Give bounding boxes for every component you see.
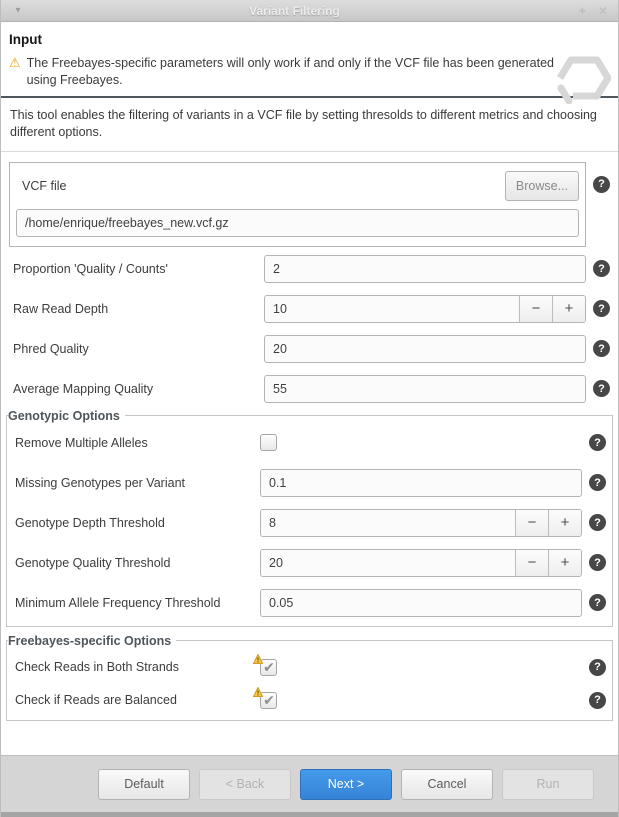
check-reads-balanced-checkbox[interactable]: [260, 692, 277, 709]
decrement-button[interactable]: −: [515, 550, 548, 576]
help-icon[interactable]: ?: [593, 260, 610, 277]
help-icon[interactable]: ?: [593, 380, 610, 397]
title-bar: [1, 0, 618, 22]
form-row-check-both-strands: [7, 651, 612, 684]
field-label: Check if Reads are Balanced: [15, 693, 177, 708]
proportion-input[interactable]: [264, 255, 586, 283]
help-icon[interactable]: ?: [589, 554, 606, 571]
field-label: Check Reads in Both Strands: [15, 660, 179, 675]
help-icon[interactable]: ?: [593, 176, 610, 193]
field-label: Missing Genotypes per Variant: [15, 475, 185, 490]
form-row-avg-mapping-quality: [1, 369, 618, 409]
page-title: Input: [9, 32, 42, 47]
maximize-icon[interactable]: +: [578, 3, 586, 18]
raw-read-depth-input[interactable]: [265, 296, 519, 322]
field-label: Minimum Allele Frequency Threshold: [15, 595, 221, 610]
genotypic-options-group: [6, 409, 613, 627]
decrement-button[interactable]: −: [515, 510, 548, 536]
app-logo-icon: [557, 54, 611, 104]
avg-mapping-quality-input[interactable]: [264, 375, 586, 403]
genotypic-options-title: Genotypic Options: [8, 408, 120, 423]
missing-genotypes-input[interactable]: [260, 469, 582, 497]
form-row-remove-multiple-alleles: [7, 423, 612, 463]
back-button: < Back: [199, 769, 291, 800]
field-label: Phred Quality: [13, 341, 89, 356]
browse-button[interactable]: Browse...: [505, 171, 579, 201]
checkmark-icon: ✔: [263, 658, 275, 675]
min-allele-frequency-input[interactable]: [260, 589, 582, 617]
help-icon[interactable]: ?: [589, 514, 606, 531]
form-row-min-allele-frequency: [7, 583, 612, 623]
window-title: Variant Filtering: [249, 3, 340, 18]
genotype-depth-input[interactable]: [261, 510, 515, 536]
form-row-genotype-quality: [7, 543, 612, 583]
window-menu-icon[interactable]: ▾: [15, 5, 21, 16]
field-label: Genotype Quality Threshold: [15, 555, 171, 570]
vcf-file-frame: [9, 162, 586, 247]
freebayes-warning-notice: [1, 55, 618, 89]
raw-read-depth-stepper: [264, 295, 586, 323]
close-icon[interactable]: ✕: [597, 3, 608, 18]
field-label: Raw Read Depth: [13, 301, 109, 316]
warning-badge-icon: [253, 687, 263, 697]
dialog-content: [1, 22, 618, 755]
form-row-missing-genotypes: [7, 463, 612, 503]
remove-multiple-alleles-checkbox[interactable]: [260, 434, 277, 451]
help-icon[interactable]: ?: [589, 594, 606, 611]
vcf-file-path-input[interactable]: [16, 209, 579, 237]
field-label: Remove Multiple Alleles: [15, 435, 148, 450]
increment-button[interactable]: +: [552, 296, 585, 322]
vcf-file-section: [1, 162, 618, 247]
help-icon[interactable]: ?: [589, 659, 606, 676]
field-label: Proportion 'Quality / Counts': [13, 261, 168, 276]
check-both-strands-checkbox[interactable]: [260, 659, 277, 676]
tool-description: This tool enables the filtering of variants in a VCF file by setting thresolds to different metrics and choosing different options.: [10, 107, 597, 140]
help-icon[interactable]: ?: [593, 340, 610, 357]
help-icon[interactable]: ?: [593, 300, 610, 317]
increment-button[interactable]: +: [548, 510, 581, 536]
field-label: Average Mapping Quality: [13, 381, 154, 396]
help-icon[interactable]: ?: [589, 692, 606, 709]
form-row-raw-read-depth: [1, 289, 618, 329]
help-icon[interactable]: ?: [589, 474, 606, 491]
default-button[interactable]: Default: [98, 769, 190, 800]
run-button: Run: [502, 769, 594, 800]
phred-quality-input[interactable]: [264, 335, 586, 363]
decrement-button[interactable]: −: [519, 296, 552, 322]
warning-badge-icon: [253, 654, 263, 664]
form-row-proportion: [1, 249, 618, 289]
warning-icon: ⚠: [9, 55, 21, 70]
genotype-depth-stepper: [260, 509, 582, 537]
checkmark-icon: ✔: [263, 691, 275, 708]
vcf-file-label: VCF file: [22, 178, 67, 193]
increment-button[interactable]: +: [548, 550, 581, 576]
warning-text: The Freebayes-specific parameters will only work if and only if the VCF file has been generated using Freebayes.: [26, 56, 554, 87]
genotype-quality-stepper: [260, 549, 582, 577]
freebayes-options-title: Freebayes-specific Options: [8, 633, 172, 648]
genotype-quality-input[interactable]: [261, 550, 515, 576]
next-button[interactable]: Next >: [300, 769, 392, 800]
freebayes-options-group: [6, 634, 613, 721]
window-bottom-edge: [1, 812, 618, 817]
window-controls: [554, 5, 618, 17]
field-label: Genotype Depth Threshold: [15, 515, 165, 530]
form-row-genotype-depth: [7, 503, 612, 543]
wizard-button-bar: [1, 755, 618, 812]
cancel-button[interactable]: Cancel: [401, 769, 493, 800]
form-row-phred-quality: [1, 329, 618, 369]
separator-light: [1, 151, 618, 152]
help-icon[interactable]: ?: [589, 434, 606, 451]
form-row-check-reads-balanced: [7, 684, 612, 717]
